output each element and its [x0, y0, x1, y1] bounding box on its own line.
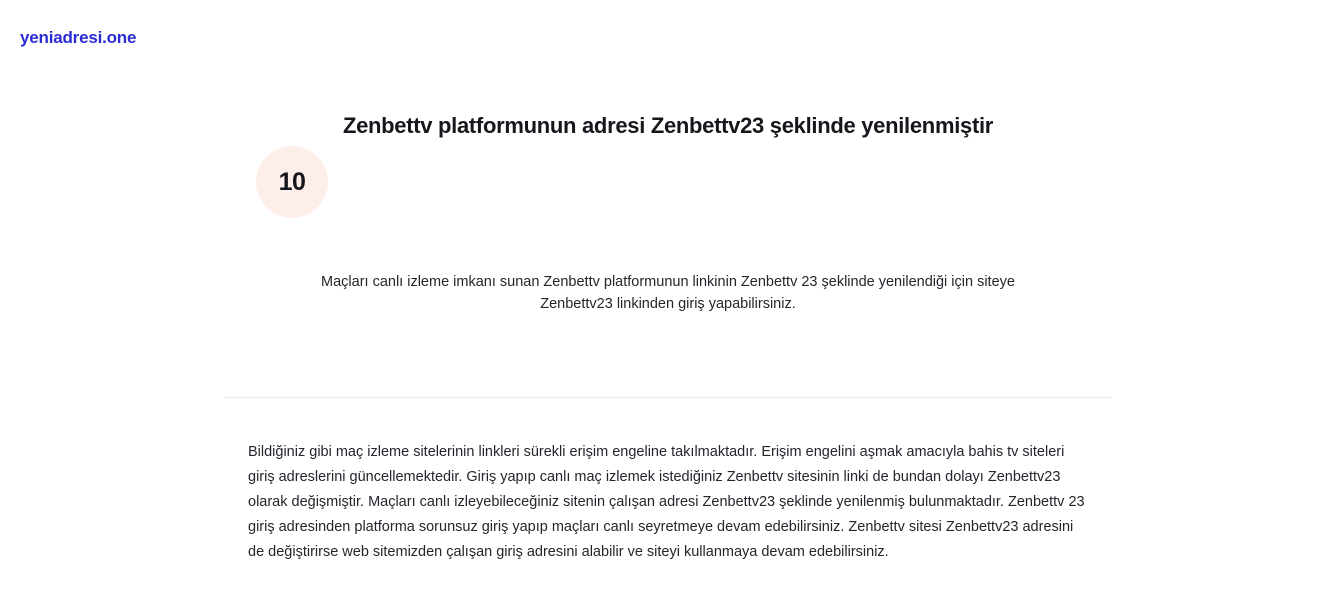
site-logo-link[interactable]: yeniadresi.one	[20, 28, 137, 47]
card-description: Maçları canlı izleme imkanı sunan Zenbettv platformunun linkinin Zenbettv 23 şeklinde yenilendiği için siteye Zenbettv23 linkinden giriş yapabilirsiniz.	[321, 273, 1015, 312]
featured-card	[224, 88, 1112, 398]
article-body	[248, 440, 1088, 565]
article-paragraph: Bildiğiniz gibi maç izleme sitelerinin linkleri sürekli erişim engeline takılmaktadır. Erişim engelini aşmak amacıyla bahis tv siteleri giriş adreslerini güncellemektedir. Giriş yapıp canlı maç izlemek istediğiniz Zenbettv sitesinin linki de bundan dolayı Zenbettv23 olarak değişmiştir. Maçları canlı izleyebileceğiniz sitenin çalışan adresi Zenbettv23 şeklinde yenilenmiş bulunmaktadır. Zenbettv 23 giriş adresinden platforma sorunsuz giriş yapıp maçları canlı seyretmeye devam edebilirsiniz. Zenbettv sitesi Zenbettv23 adresini de değiştirirse web sitemizden çalışan giriş adresini alabilir ve siteyi kullanmaya devam edebilirsiniz.	[248, 444, 1085, 561]
site-header	[0, 0, 1337, 48]
score-badge	[256, 146, 328, 218]
page-title: Zenbettv platformunun adresi Zenbettv23 şeklinde yenilenmiştir	[342, 113, 994, 138]
score-badge-value: 10	[278, 167, 306, 196]
